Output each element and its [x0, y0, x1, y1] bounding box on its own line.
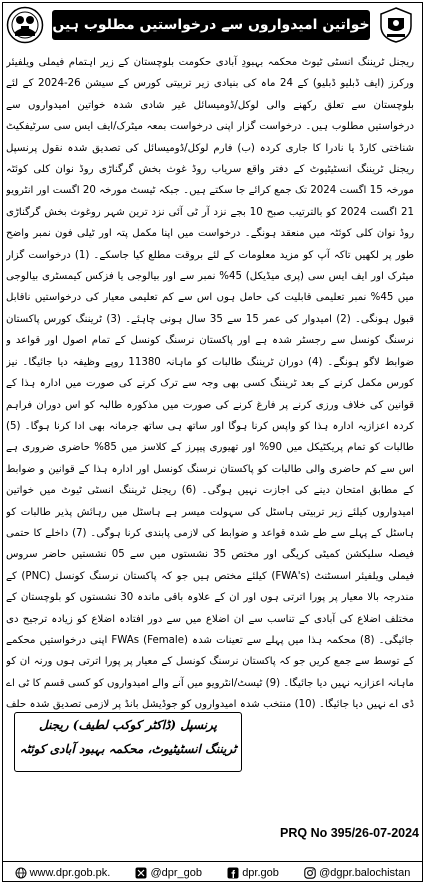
ad-body-paragraph: ریجنل ٹریننگ انسٹی ٹیوٹ محکمہ بہبودِ آبادی حکومت بلوچستان کے زیر اہتمام فیملی ویلفیئر ورکرز (ایف ڈبلیو ڈبلیو) کے 24 ماہ کی بنیادی زیر تربیتی کورس کے سیشن 26-2024 کے لئے بلوچستان سے تعلق رکھنے والی لوکل/ڈومیسائل غیر شادی شدہ خواتین امیدواروں سے درخواستیں مطلوب ہیں۔ درخواست گزار اپنی درخواست بمعہ میٹرک/ایف ایس سی سرٹیفکیٹ شناختی کارڈ یا نادرا کا جاری کردہ (ب) فارم لوکل/ڈومیسائل کی تصدیق شدہ نقول پرنسپل ریجنل ٹریننگ انسٹیٹیوٹ کے دفتر واقع سریاب روڈ غوث بخش گرگناڑی روڈ نوان کلی کوئٹہ مورخہ 15 اگست 2024 تک جمع کرائے جا سکتے ہیں۔ جبکہ ٹیسٹ مورخہ 20 اگست اور انٹرویو 21 اگست 2024 کو بالترتیب صبح 10 بجے نزد آر ٹی آئی نزد ترین شہر روغوث بخش گرگناڑی روڈ نوان کلی کوئٹہ میں منعقد ہونگے۔ درخواست میں اپنا مکمل پتہ اور ٹیلی فون نمبر واضح طور پر لکھیں تاکہ آپ کو مزید معلومات کے لئے بروقت مطلع کیا جاسکے۔ (1) درخواست گزار میٹرک اور ایف ایس سی (پری میڈیکل) 45% نمبر سے اور بیالوجی یا فزکس کیمسٹری بیالوجی میں 45% نمبر تعلیمی قابلیت کی حامل ہوں اس سے کم تعلیمی معیار کی درخواستیں ناقابل قبول ہونگی۔ (2) امیدوار کی عمر 15 سے 35 سال ہونی چاہئے۔ (3) ٹریننگ کورس پاکستان نرسنگ کونسل سے رجسٹر شدہ ہے اور پاکستان نرسنگ کونسل کے تمام اصول اور قواعد و ضوابط لاگو ہونگے۔ (4) دوران ٹریننگ طالبات کو ماہانہ 11380 روپے وظیفہ دیا جائیگا۔ نیز کورس مکمل کرنے کے بعد ٹریننگ کسی بھی وجہ سے ترک کرنے کی صورت میں ادارہ ہذا کے قوانین کی خلاف ورزی کرنے پر فارغ کرنے کی صورت میں مذکورہ طالبہ کو اس دوران فراہم کردہ اعزازیہ ادارہ ہذا کو واپس کرنا ہوگا اور ساتھ ہی ساتھ جرمانہ بھی ادا کرنا ہوگا۔ (5) طالبات کو تمام پریکٹیکل میں 90% اور تھیوری پیپرز کے کلاسز میں 85% حاضری ضروری ہے اس سے کم حاضری والی طالبات کو پاکستان نرسنگ کونسل اور ادارہ ہذا کے قوانین و ضوابط کے مطابق امتحان دینے کی اجازت نہیں ہوگی۔ (6) ریجنل ٹریننگ انسٹی ٹیوٹ میں خواتین امیدواروں کیلئے زیر تربیتی ہاسٹل کی سہولت میسر ہے ہاسٹل میں رہائش پذیر طالبات کو ہاسٹل کے پہلے سے طے شدہ قواعد و ضوابط کی لازمی پابندی کرنا ہوگی۔ (7) داخلے کا حتمی فیصلہ سلیکشن کمیٹی کریگی اور مختص 35 نشستوں میں سے 05 نشستیں حاضر سروس فیملی ویلفیئر اسسٹنٹ (FWA's) کیلئے مختص ہیں جو کہ پاکستان نرسنگ کونسل (PNC) کے مندرجہ بالا معیار پر پورا اترتی ہوں اور ان کے علاوہ باقی ماندہ 30 نشستوں کو بلوچستان کے مختلف اضلاع کی آبادی کے تناسب سے ان اضلاع میں سے دور افتادہ اضلاع کو زیادہ ترجیح دی جائیگی۔ (8) محکمہ ہذا میں پہلے سے تعینات شدہ (Female) FWAs اپنی درخواستیں محکمے کے توسط سے جمع کریں جو کہ پاکستان نرسنگ کونسل کے معیار پر پورا اترتی ہوں ورنہ ان کو ماہانہ اعزازیہ نہیں دیا جائیگا۔ (9) ٹیسٹ/انٹرویو میں آنے والے امیدواروں کو کسی قسم کا ٹی اے ڈی اے نہیں دیا جائیگا۔ (10) منتخب شدہ امیدواروں کو جوڈیشل بانڈ پر لازمی تصدیق شدہ حلف [6, 57, 414, 710]
instagram-icon [304, 867, 316, 879]
prq-number: PRQ No 395/26-07-2024 [280, 826, 419, 840]
footer [2, 861, 423, 884]
ad-title: خواتین امیدواروں سے درخواستیں مطلوب ہیں [52, 10, 370, 40]
twitter-icon [135, 867, 147, 879]
header [4, 4, 417, 48]
signature-block [14, 712, 242, 772]
footer-facebook[interactable] [227, 867, 279, 879]
footer-twitter[interactable] [135, 867, 202, 879]
facebook-icon [227, 867, 239, 879]
footer-instagram-text: @dgpr.balochistan [319, 867, 411, 879]
globe-icon [15, 867, 27, 879]
signature-line-1: پرنسپل (ڈاکٹر کوکب لطیف) ریجنل [39, 718, 217, 732]
footer-website[interactable] [15, 867, 111, 879]
footer-instagram[interactable] [304, 867, 410, 879]
footer-twitter-text: @dpr_gob [150, 867, 203, 879]
footer-website-text: www.dpr.gob.pk. [29, 867, 111, 879]
signature-line-2: ٹریننگ انسٹیٹیوٹ، محکمہ بہبود آبادی کوئٹہ [19, 742, 237, 756]
department-emblem-icon [6, 6, 44, 44]
footer-facebook-text: dpr.gob [242, 867, 279, 879]
ad-body [6, 52, 414, 710]
government-crest-icon [377, 6, 415, 44]
